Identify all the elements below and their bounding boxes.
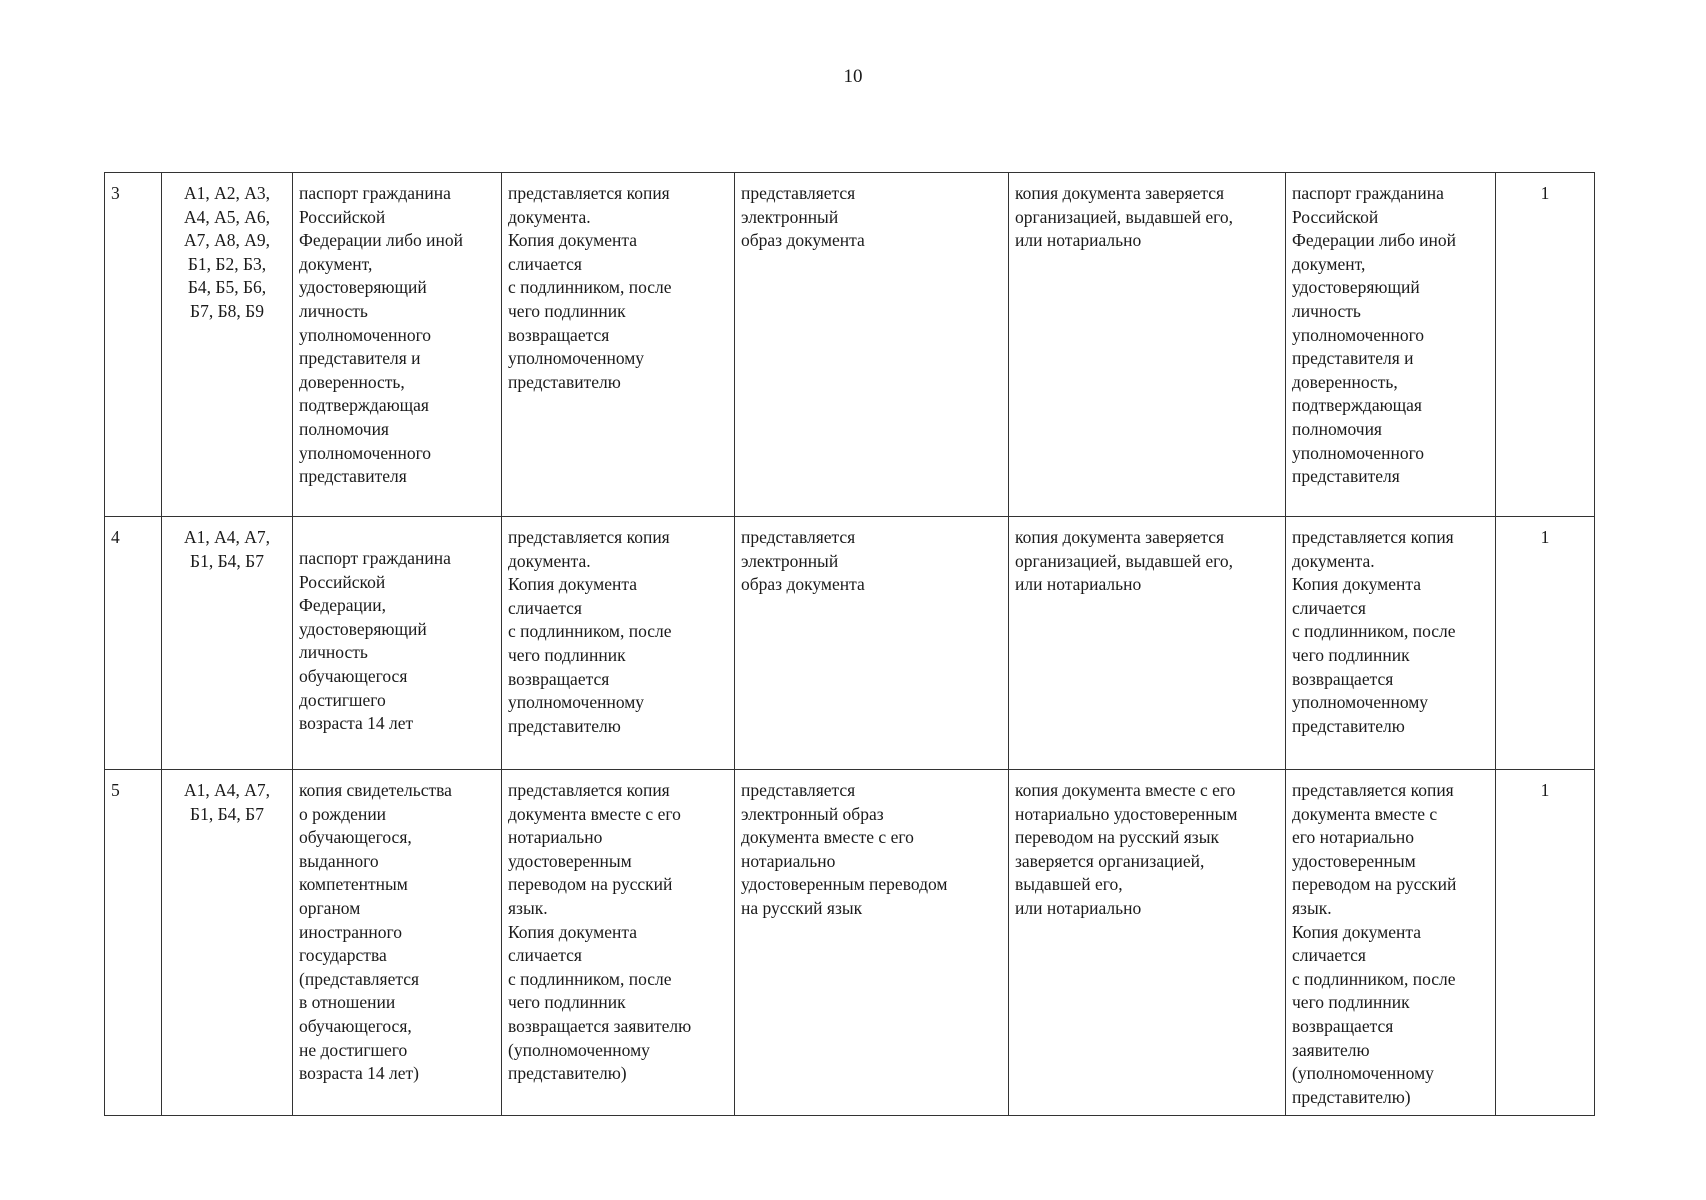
category-codes: А1, А2, А3, А4, А5, А6, А7, А8, А9, Б1, Б2, Б3, Б4, Б5, Б6, Б7, Б8, Б9 <box>183 183 271 321</box>
row-number-cell <box>105 173 162 517</box>
document-name: копия свидетельства о рождении обучающегося, выданного компетентным органом иностранного государства (представляется в отношении обучающегося, не достигшего возраста 14 лет) <box>299 780 452 1084</box>
category-codes: А1, А4, А7, Б1, Б4, Б7 <box>183 527 271 571</box>
document-name: паспорт гражданина Российской Федерации, удостоверяющий личность обучающегося достигшего возраста 14 лет <box>299 548 451 734</box>
category-codes-cell <box>162 517 293 770</box>
count-cell <box>1496 517 1595 770</box>
document-count: 1 <box>1540 780 1550 800</box>
document-count: 1 <box>1540 527 1550 547</box>
document-count: 1 <box>1540 183 1550 203</box>
document-name-cell <box>293 770 502 1116</box>
category-codes: А1, А4, А7, Б1, Б4, Б7 <box>183 780 271 824</box>
electronic-submission-text: представляется электронный образ документа <box>741 183 865 251</box>
certification-text: копия документа вместе с его нотариально удостоверенным переводом на русский язык заверяется организацией, выдавшей его, или нотариально <box>1015 780 1238 918</box>
certification-text: копия документа заверяется организацией, выдавшей его, или нотариально <box>1015 183 1234 251</box>
electronic-submission-text: представляется электронный образ документа <box>741 527 865 595</box>
table-row <box>105 517 1595 770</box>
paper-submission-cell <box>502 517 735 770</box>
mfc-submission-text: паспорт гражданина Российской Федерации либо иной документ, удостоверяющий личность уполномоченного представителя и доверенность, подтверждающая полномочия уполномоченного представителя <box>1292 183 1456 487</box>
electronic-submission-cell <box>735 517 1009 770</box>
electronic-submission-cell <box>735 770 1009 1116</box>
paper-submission-text: представляется копия документа. Копия документа сличается с подлинником, после чего подлинник возвращается уполномоченному представителю <box>508 527 672 736</box>
row-number-cell <box>105 770 162 1116</box>
certification-text: копия документа заверяется организацией, выдавшей его, или нотариально <box>1015 527 1234 595</box>
mfc-submission-cell <box>1286 173 1496 517</box>
page-number: 10 <box>843 66 863 87</box>
count-cell <box>1496 770 1595 1116</box>
table-row <box>105 173 1595 517</box>
row-number: 4 <box>111 527 120 547</box>
certification-cell <box>1009 770 1286 1116</box>
mfc-submission-cell <box>1286 517 1496 770</box>
electronic-submission-cell <box>735 173 1009 517</box>
paper-submission-text: представляется копия документа вместе с его нотариально удостоверенным переводом на русский язык. Копия документа сличается с подлинником, после чего подлинник возвращается заявителю (уполномоченному представителю) <box>508 780 692 1084</box>
category-codes-cell <box>162 173 293 517</box>
row-number: 5 <box>111 780 120 800</box>
row-number: 3 <box>111 183 120 203</box>
count-cell <box>1496 173 1595 517</box>
documents-table <box>104 172 1595 1116</box>
row-number-cell <box>105 517 162 770</box>
document-name-cell <box>293 517 502 770</box>
category-codes-cell <box>162 770 293 1116</box>
paper-submission-cell <box>502 173 735 517</box>
document-name-cell <box>293 173 502 517</box>
certification-cell <box>1009 517 1286 770</box>
paper-submission-cell <box>502 770 735 1116</box>
certification-cell <box>1009 173 1286 517</box>
electronic-submission-text: представляется электронный образ документа вместе с его нотариально удостоверенным переводом на русский язык <box>741 780 948 918</box>
table-row <box>105 770 1595 1116</box>
paper-submission-text: представляется копия документа. Копия документа сличается с подлинником, после чего подлинник возвращается уполномоченному представителю <box>508 183 672 392</box>
mfc-submission-text: представляется копия документа. Копия документа сличается с подлинником, после чего подлинник возвращается уполномоченному представителю <box>1292 527 1456 736</box>
mfc-submission-text: представляется копия документа вместе с его нотариально удостоверенным переводом на русский язык. Копия документа сличается с подлинником, после чего подлинник возвращается заявителю (уполномоченному представителю) <box>1292 780 1457 1107</box>
mfc-submission-cell <box>1286 770 1496 1116</box>
document-name: паспорт гражданина Российской Федерации либо иной документ, удостоверяющий личность уполномоченного представителя и доверенность, подтверждающая полномочия уполномоченного представителя <box>299 183 463 487</box>
